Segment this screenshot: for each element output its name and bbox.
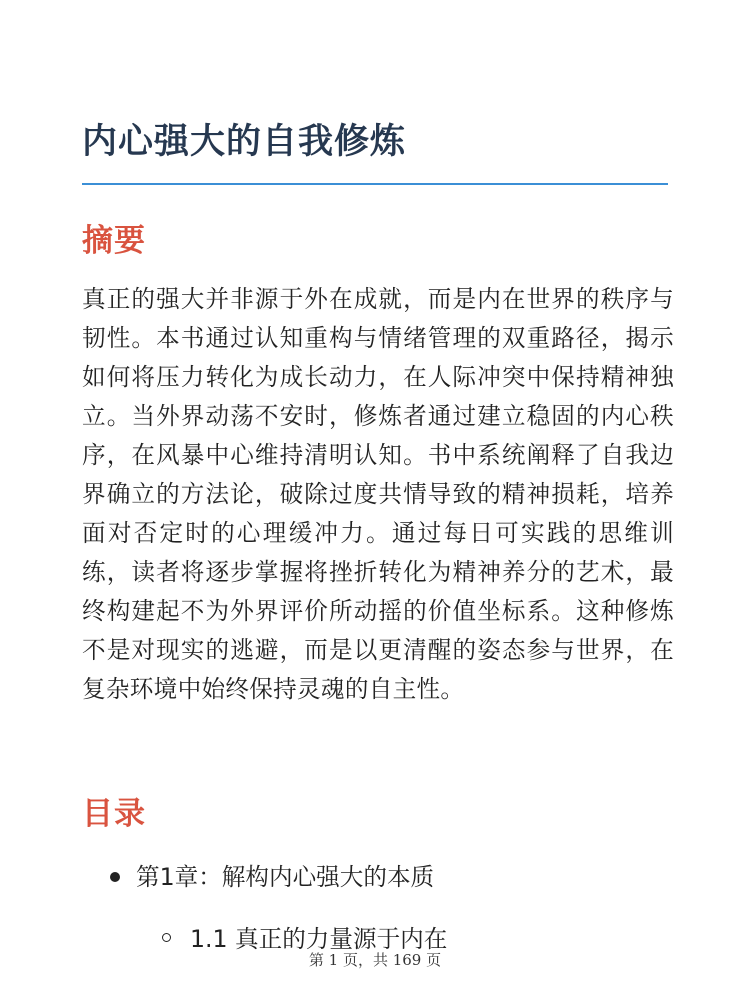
page-number-footer: 第 1 页，共 169 页 <box>308 951 442 969</box>
toc-section-label: 1.1 真正的力量源于内在 <box>190 925 448 953</box>
toc-chapter-label: 第1章：解构内心强大的本质 <box>136 863 435 891</box>
toc-heading: 目录 <box>82 796 146 832</box>
toc-chapter-1[interactable] <box>82 855 668 899</box>
table-of-contents <box>82 855 668 961</box>
book-title: 内心强大的自我修炼 <box>82 122 407 162</box>
filled-bullet-icon <box>110 872 120 882</box>
title-divider <box>82 183 668 185</box>
abstract-heading: 摘要 <box>82 223 146 259</box>
hollow-bullet-icon <box>162 933 171 942</box>
abstract-paragraph: 真正的强大并非源于外在成就，而是内在世界的秩序与韧性。本书通过认知重构与情绪管理的双重路径，揭示如何将压力转化为成长动力，在人际冲突中保持精神独立。当外界动荡不安时，修炼者通过建立稳固的内心秩序，在风暴中心维持清明认知。书中系统阐释了自我边界确立的方法论，破除过度共情导致的精神损耗，培养面对否定时的心理缓冲力。通过每日可实践的思维训练，读者将逐步掌握将挫折转化为精神养分的艺术，最终构建起不为外界评价所动摇的价值坐标系。这种修炼不是对现实的逃避，而是以更清醒的姿态参与世界，在复杂环境中始终保持灵魂的自主性。 <box>82 285 674 703</box>
